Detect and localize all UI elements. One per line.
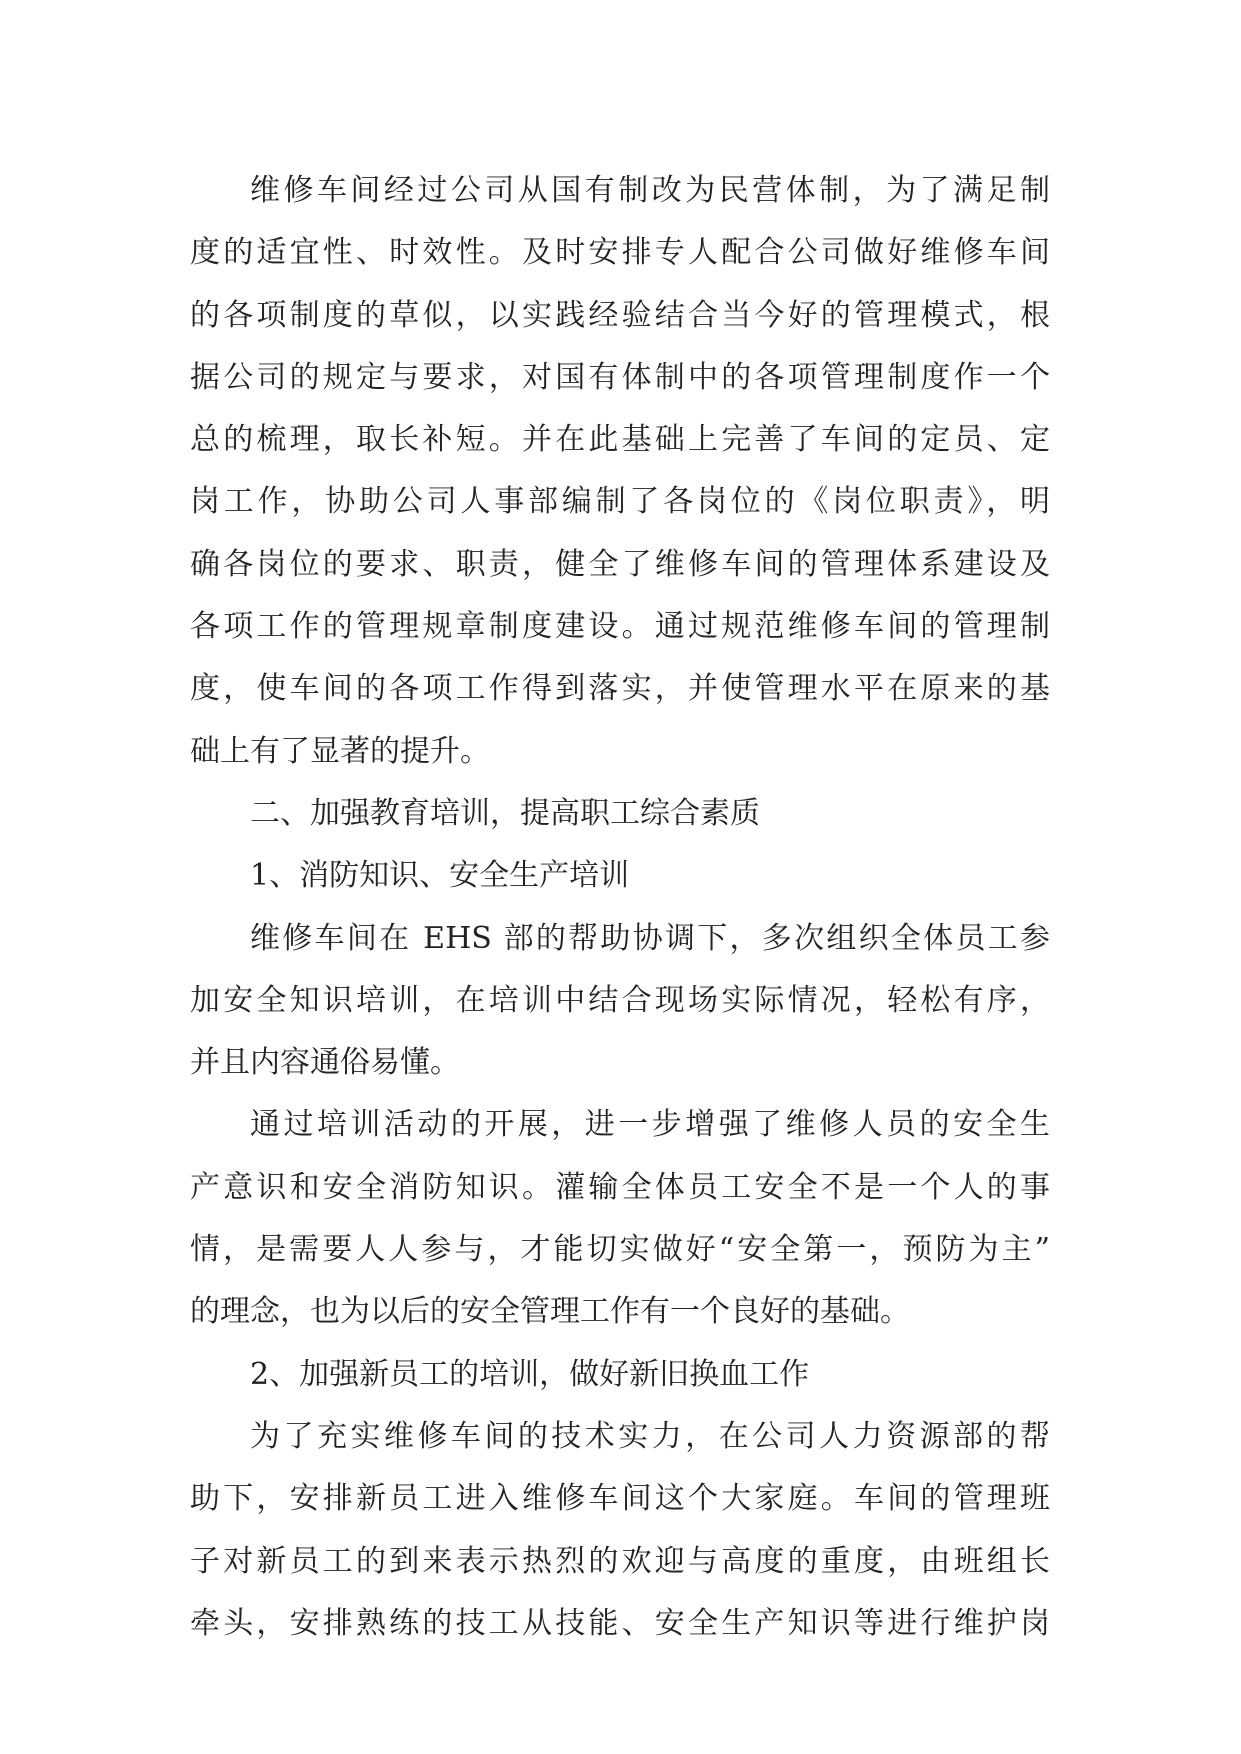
text-line: 维修车间在 EHS 部的帮助协调下，多次组织全体员工参: [250, 920, 1050, 956]
text-line: 子对新员工的到来表示热烈的欢迎与高度的重度，由班组长: [190, 1543, 1050, 1579]
subsection-heading: 2、加强新员工的培训，做好新旧换血工作: [250, 1356, 810, 1392]
text-line: 度，使车间的各项工作得到落实，并使管理水平在原来的基: [190, 671, 1050, 707]
text-line: 的各项制度的草似，以实践经验结合当今好的管理模式，根: [190, 297, 1050, 333]
section-heading: 二、加强教育培训，提高职工综合素质: [250, 795, 760, 831]
text-line: 情，是需要人人参与，才能切实做好“安全第一，预防为主”: [190, 1232, 1050, 1268]
text-line: 助下，安排新员工进入维修车间这个大家庭。车间的管理班: [190, 1481, 1050, 1517]
text-line: 据公司的规定与要求，对国有体制中的各项管理制度作一个: [190, 359, 1050, 395]
text-line: 为了充实维修车间的技术实力，在公司人力资源部的帮: [250, 1418, 1050, 1454]
subsection-heading: 1、消防知识、安全生产培训: [250, 858, 630, 894]
text-line: 加安全知识培训，在培训中结合现场实际情况，轻松有序，: [190, 982, 1050, 1018]
text-line: 牵头，安排熟练的技工从技能、安全生产知识等进行维护岗: [190, 1605, 1050, 1641]
text-line: 岗工作，协助公司人事部编制了各岗位的《岗位职责》，明: [190, 484, 1050, 520]
text-line: 维修车间经过公司从国有制改为民营体制，为了满足制: [250, 173, 1050, 208]
text-line: 础上有了显著的提升。: [190, 733, 490, 769]
text-line: 度的适宜性、时效性。及时安排专人配合公司做好维修车间: [190, 235, 1050, 271]
text-line: 的理念，也为以后的安全管理工作有一个良好的基础。: [190, 1294, 910, 1330]
text-line: 各项工作的管理规章制度建设。通过规范维修车间的管理制: [190, 609, 1050, 645]
text-line: 通过培训活动的开展，进一步增强了维修人员的安全生: [250, 1107, 1050, 1143]
text-line: 确各岗位的要求、职责，健全了维修车间的管理体系建设及: [190, 546, 1050, 582]
text-line: 产意识和安全消防知识。灌输全体员工安全不是一个人的事: [190, 1169, 1050, 1205]
text-line: 总的梳理，取长补短。并在此基础上完善了车间的定员、定: [190, 422, 1050, 458]
text-line: 并且内容通俗易懂。: [190, 1045, 460, 1081]
document-body: [190, 160, 1050, 1655]
